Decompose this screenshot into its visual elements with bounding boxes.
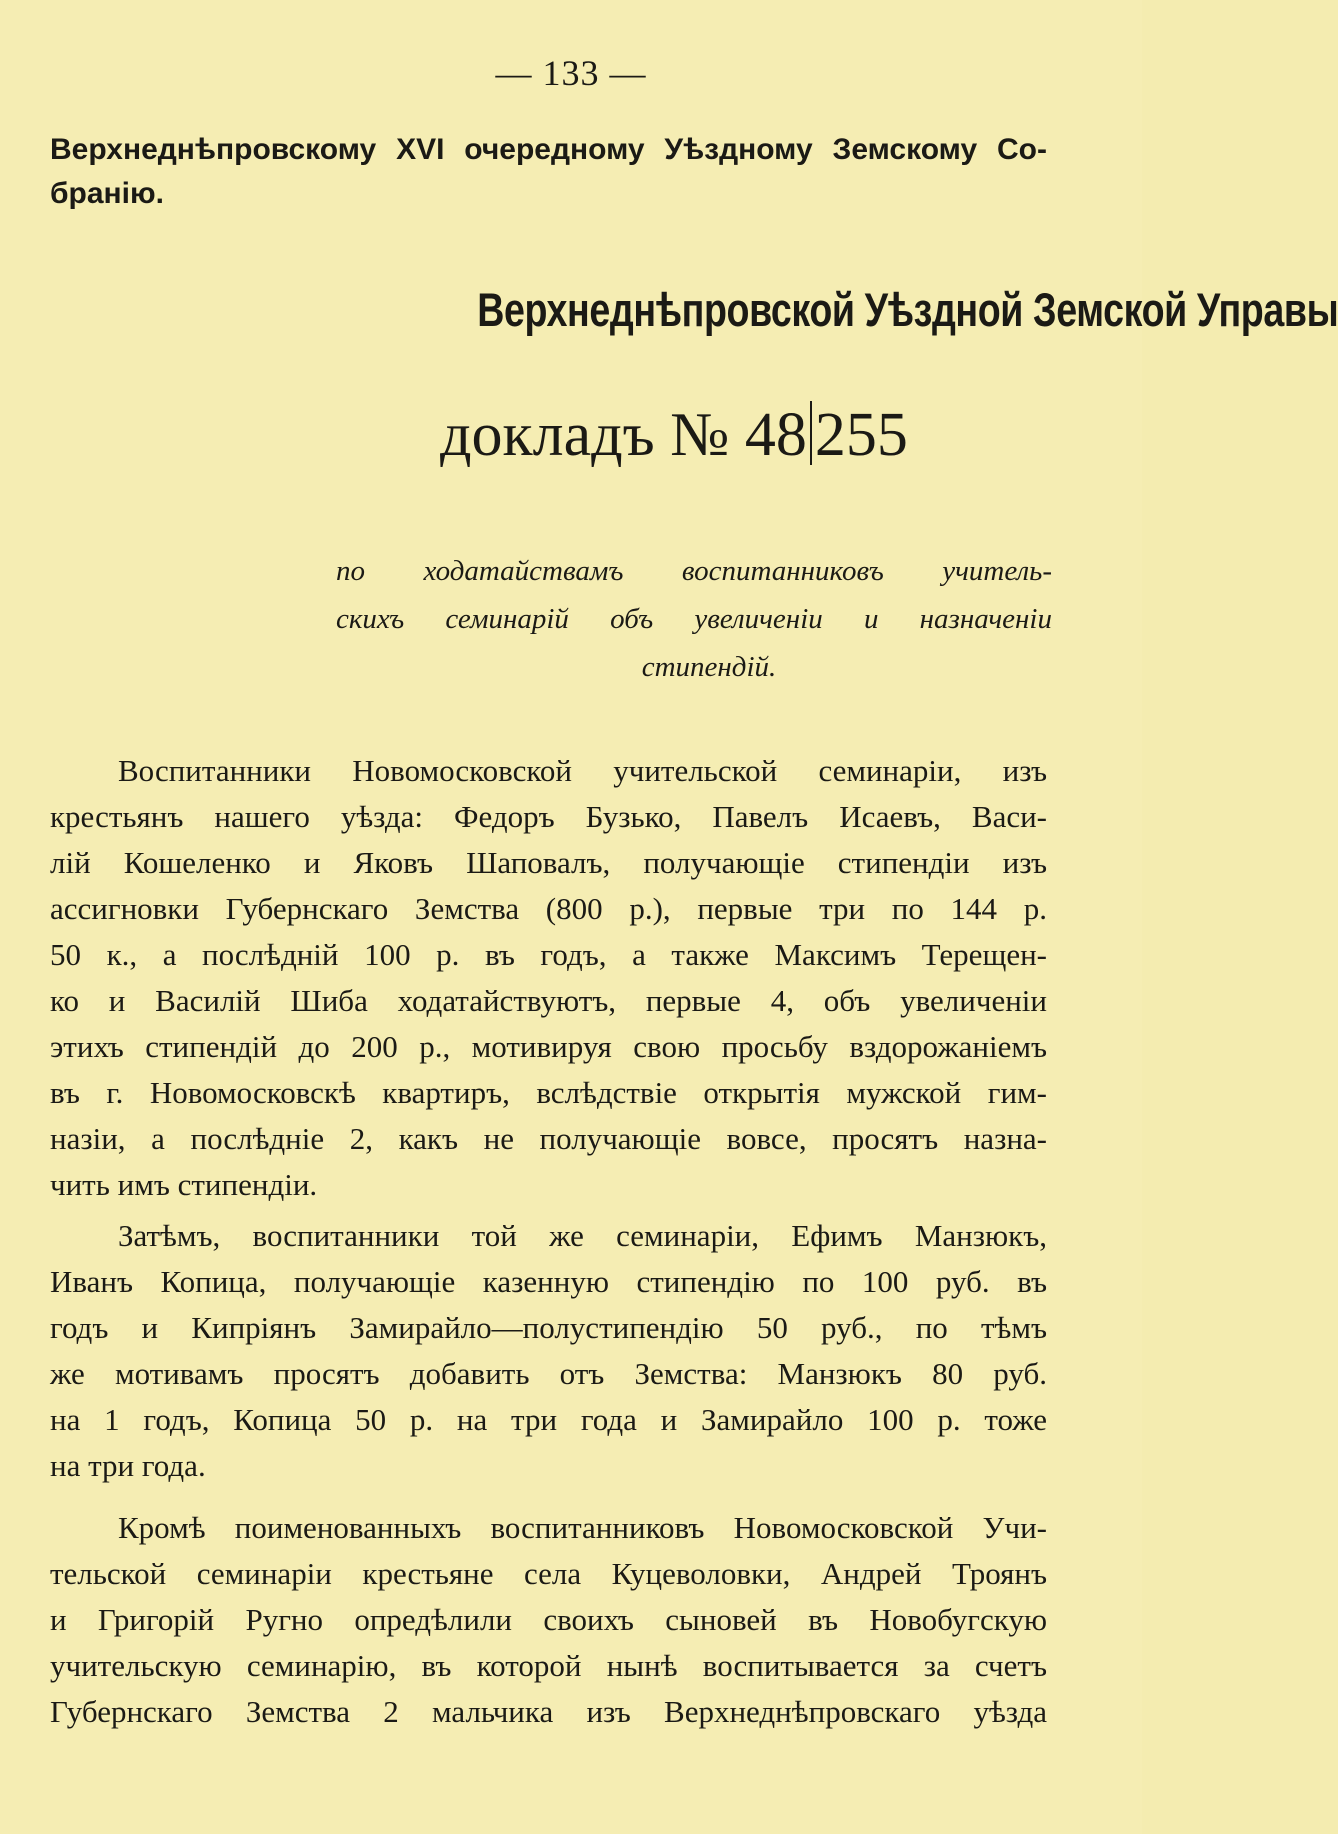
body-line: же мотивамъ просятъ добавить отъ Земства: Манзюкъ 80 руб. (50, 1356, 1047, 1391)
report-body (50, 748, 1047, 1735)
body-line: лій Кошеленко и Яковъ Шаповалъ, получающіе стипендіи изъ (50, 845, 1047, 880)
body-line: Затѣмъ, воспитанники той же семинаріи, Ефимъ Манзюкъ, (118, 1218, 1047, 1253)
paragraph-1 (50, 748, 1047, 1208)
body-line: Воспитанники Новомосковской учительской семинаріи, изъ (118, 753, 1047, 788)
body-line: 50 к., а послѣдній 100 р. въ годъ, а также Максимъ Терещен- (50, 937, 1047, 972)
page-number: — 133 — (495, 53, 647, 93)
addressee-heading (50, 128, 1047, 216)
subject-line-2: скихъ семинарій объ увеличеніи и назначеніи (336, 603, 1052, 635)
issuer-heading: Верхнеднѣпровской Уѣздной Земской Управы (477, 283, 1338, 336)
body-line: въ г. Новомосковскѣ квартиръ, вслѣдствіе открытія мужской гим- (50, 1075, 1047, 1110)
subject-line-1: по ходатайствамъ воспитанниковъ учитель- (336, 555, 1052, 587)
paragraph-3 (50, 1505, 1047, 1735)
report-title-suffix: 255 (814, 401, 908, 469)
body-line: ко и Василій Шиба ходатайствуютъ, первые 4, объ увеличеніи (50, 983, 1047, 1018)
body-line: учительскую семинарію, въ которой нынѣ воспитывается за счетъ (50, 1648, 1047, 1683)
body-line: этихъ стипендій до 200 р., мотивируя свою просьбу вздорожаніемъ (50, 1029, 1047, 1064)
body-line: ассигновки Губернскаго Земства (800 р.), первые три по 144 р. (50, 891, 1047, 926)
report-number-divider (810, 401, 812, 465)
body-line: годъ и Кипріянъ Замирайло—полустипендію 50 руб., по тѣмъ (50, 1310, 1047, 1345)
body-line: Кромѣ поименованныхъ воспитанниковъ Новомосковской Учи- (118, 1510, 1047, 1545)
body-line: чить имъ стипендіи. (50, 1167, 318, 1202)
body-line: на три года. (50, 1448, 206, 1483)
subject-line-3: стипендій. (641, 651, 777, 683)
paragraph-2 (50, 1213, 1047, 1489)
addressee-line-1: Верхнеднѣпровскому XVI очередному Уѣздному Земскому Со- (50, 133, 1047, 166)
addressee-line-2: бранію. (50, 177, 164, 210)
body-line: и Григорій Ругно опредѣлили своихъ сыновей въ Новобугскую (50, 1602, 1047, 1637)
body-line: крестьянъ нашего уѣзда: Федоръ Бузько, Павелъ Исаевъ, Васи- (50, 799, 1047, 834)
body-line: тельской семинаріи крестьяне села Куцеволовки, Андрей Троянъ (50, 1556, 1047, 1591)
body-line: на 1 годъ, Копица 50 р. на три года и Замирайло 100 р. тоже (50, 1402, 1047, 1437)
body-line: назіи, а послѣдніе 2, какъ не получающіе вовсе, просятъ назна- (50, 1121, 1047, 1156)
report-title-prefix: докладъ № 48 (440, 401, 807, 469)
report-subject (336, 547, 1052, 691)
report-title (440, 400, 908, 471)
body-line: Иванъ Копица, получающіе казенную стипендію по 100 руб. въ (50, 1264, 1047, 1299)
body-line: Губернскаго Земства 2 мальчика изъ Верхнеднѣпровскаго уѣзда (50, 1694, 1047, 1729)
